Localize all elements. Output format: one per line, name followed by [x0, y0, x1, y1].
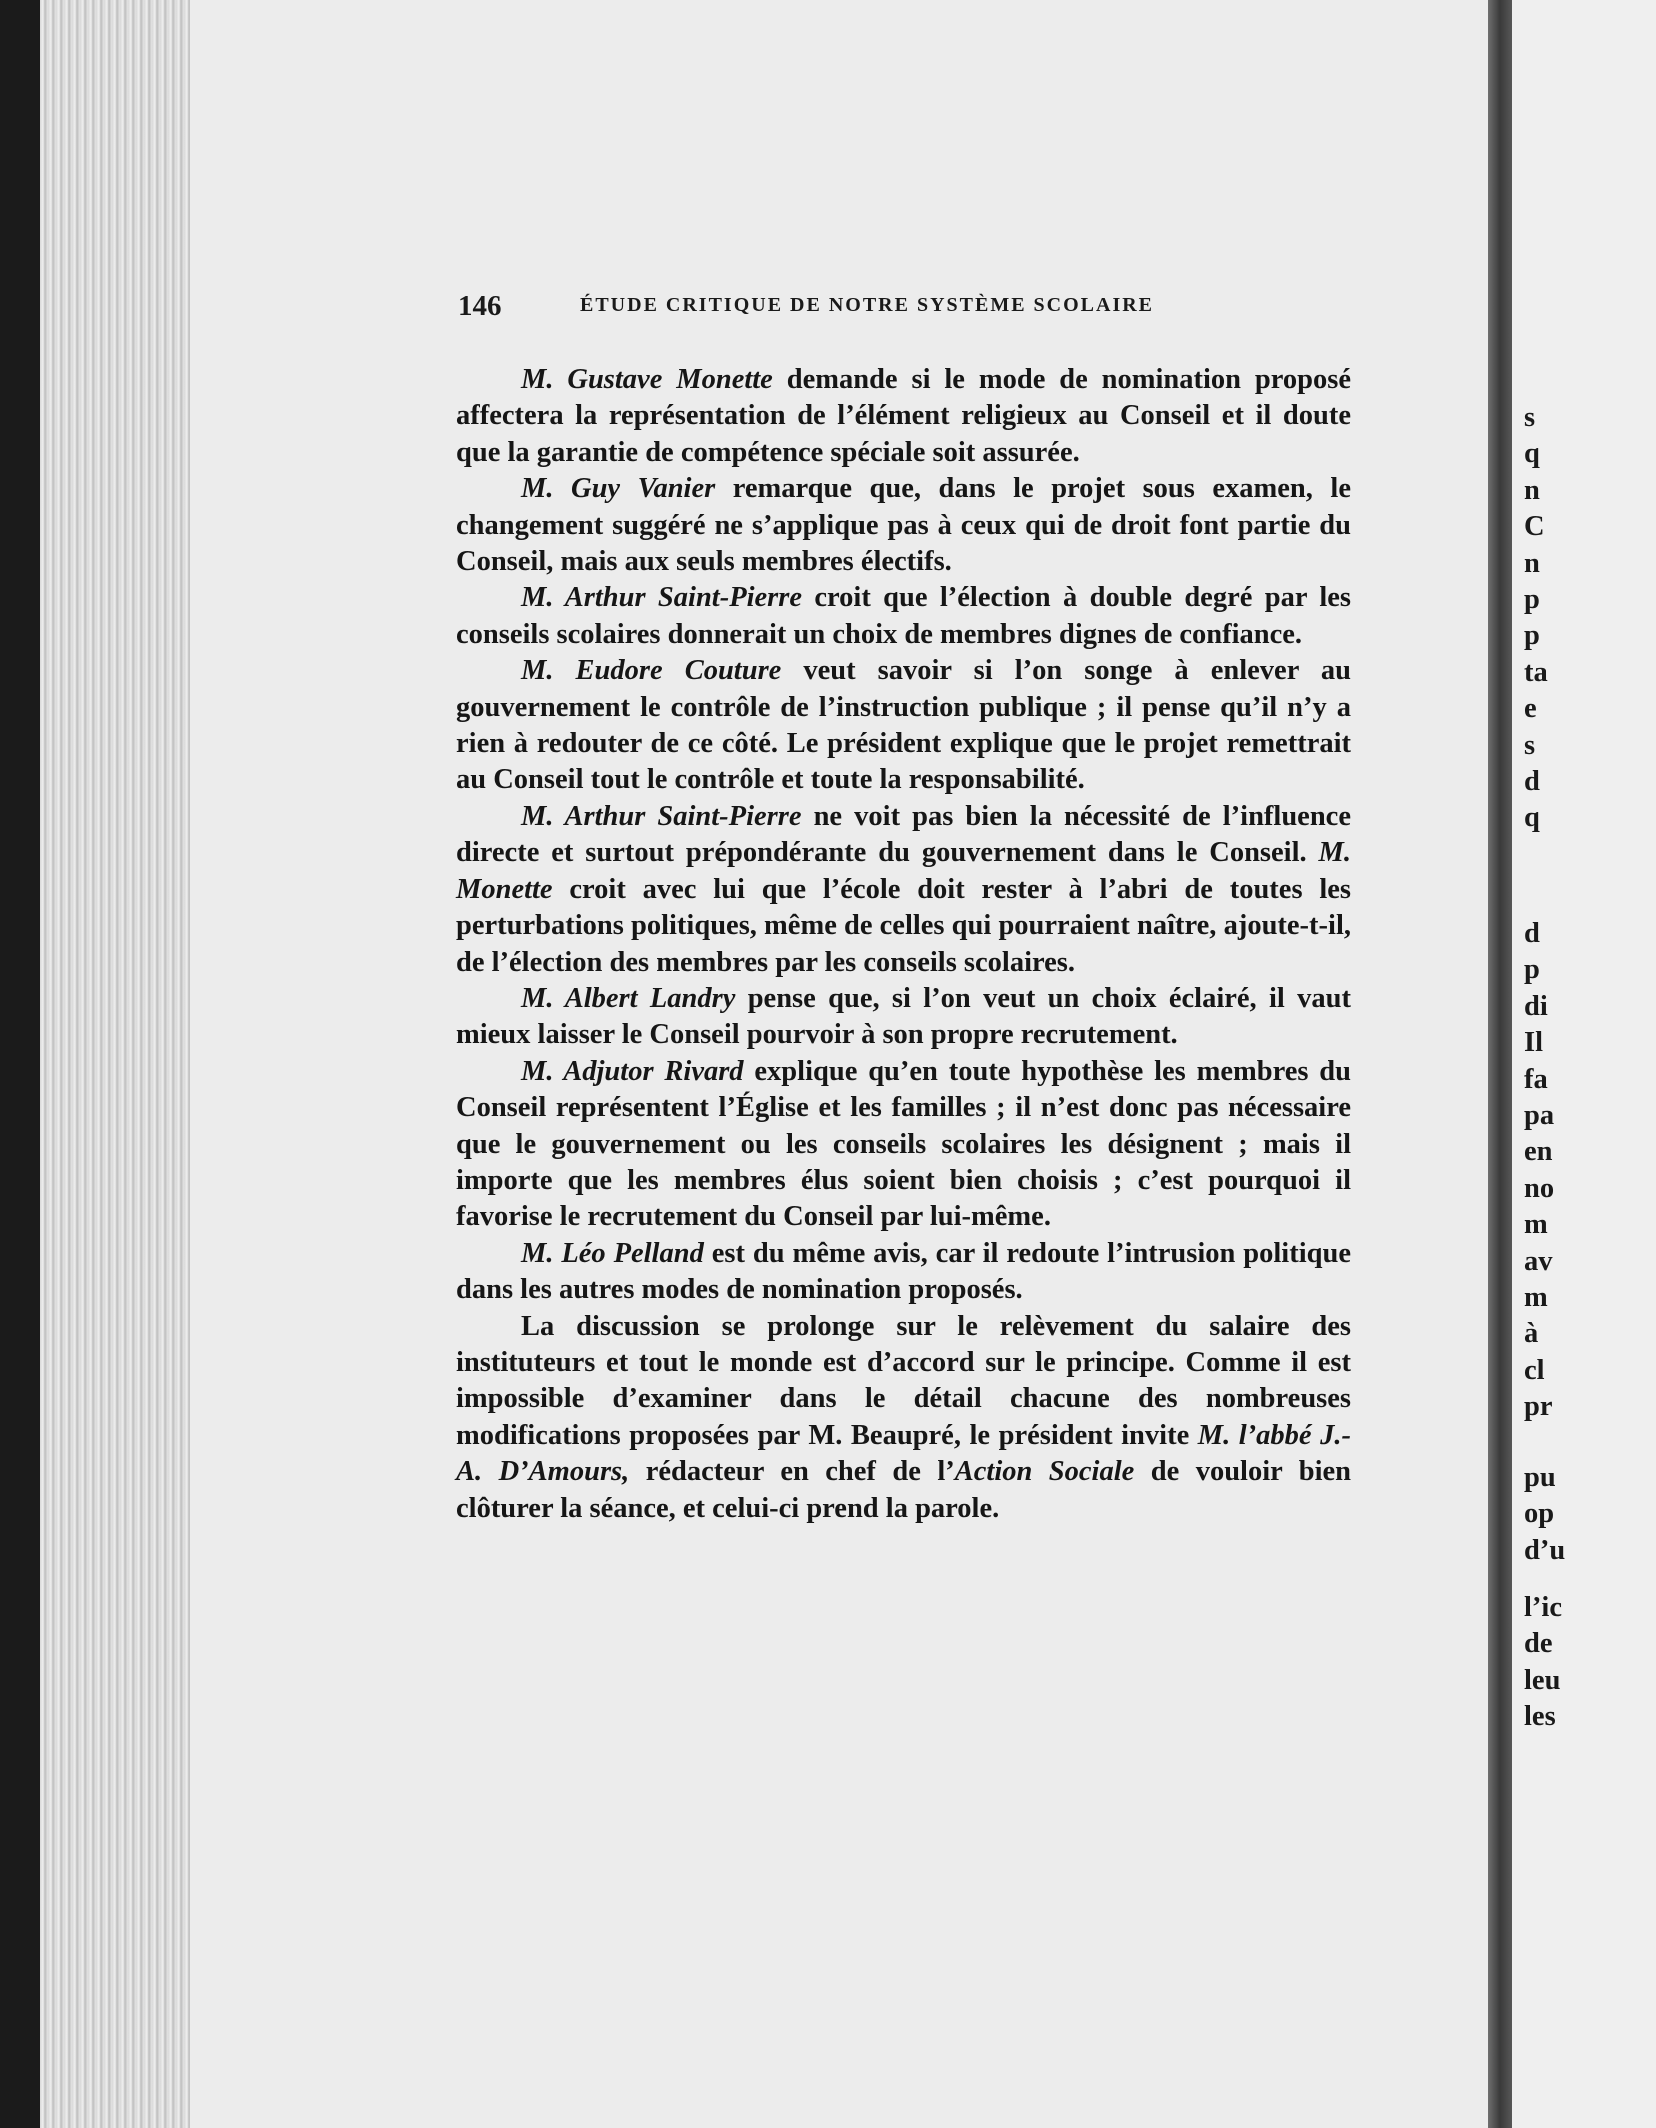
facing-page-fragment: d p di Il fa pa en no m av m à cl pr: [1524, 918, 1555, 1423]
italic-run: M. Albert Landry: [521, 982, 736, 1014]
italic-run: M. Léo Pelland: [521, 1237, 704, 1269]
text-run: demande si le mode de nomination proposé affectera la représentation de l’élément religieux au Conseil et il doute que la garantie de compétence spéciale soit assurée.: [456, 364, 1351, 468]
paragraph: [456, 799, 1351, 981]
paragraph: [456, 981, 1351, 1054]
text-run: ne voit pas bien la nécessité de l’influence directe et surtout prépondérante du gouvernement dans le Conseil.: [456, 800, 1351, 869]
paragraph: [456, 653, 1351, 799]
running-title: ÉTUDE CRITIQUE DE NOTRE SYSTÈME SCOLAIRE: [580, 294, 1155, 316]
paragraph: [456, 1309, 1351, 1527]
text-run: croit avec lui que l’école doit rester à l’abri de toutes les perturbations politiques, même de celles qui pourraient naître, ajoute-t-il, de l’élection des membres par les conseils scolaires.: [456, 873, 1351, 978]
italic-run: Action Sociale: [954, 1456, 1135, 1488]
italic-run: M. Guy Vanier: [521, 473, 716, 505]
paragraph: [456, 1054, 1351, 1236]
text-run: La discussion se prolonge sur le relèvement du salaire des instituteurs et tout le monde est d’accord sur le principe. Comme il est impossible d’examiner dans le détail chacune des nombreuses modifications proposées par M. Beaupré, le président invite: [456, 1310, 1351, 1451]
paragraph: [456, 362, 1351, 471]
italic-run: M. Gustave Monette: [521, 364, 773, 395]
book-gutter: [1488, 0, 1512, 2128]
text-run: remarque que, dans le projet sous examen, le changement suggéré ne s’applique pas à ceux qui de droit font partie du Conseil, mais aux seuls membres électifs.: [456, 473, 1351, 578]
text-run: veut savoir si l’on songe à enlever au gouvernement le contrôle de l’instruction publique ; il pense qu’il n’y a rien à redouter de ce côté. Le président explique que le projet remettrait au Conseil tout le contrôle et toute la responsabilité.: [456, 655, 1351, 796]
page-header: [458, 290, 1358, 330]
paragraph: [456, 580, 1351, 653]
text-run: croit que l’élection à double degré par les conseils scolaires donnerait un choix de membres dignes de confiance.: [456, 582, 1351, 650]
italic-run: M. Monette: [456, 837, 1351, 905]
text-run: pense que, si l’on veut un choix éclairé, il vaut mieux laisser le Conseil pourvoir à son propre recrutement.: [456, 982, 1351, 1051]
italic-run: M. Eudore Couture: [521, 655, 782, 687]
paragraph: [456, 471, 1351, 580]
italic-run: M. Arthur Saint-Pierre: [521, 582, 803, 614]
paragraph: [456, 1236, 1351, 1309]
italic-run: M. Arthur Saint-Pierre: [521, 800, 802, 832]
text-run: de vouloir bien clôturer la séance, et celui-ci prend la parole.: [456, 1456, 1351, 1524]
page-number: 146: [458, 290, 502, 322]
body-text: [456, 362, 1351, 1527]
facing-page-fragment: pu op d’u: [1524, 1462, 1566, 1566]
italic-run: M. l’abbé J.-A. D’Amours,: [456, 1419, 1351, 1488]
italic-run: M. Adjutor Rivard: [521, 1055, 744, 1087]
text-run: rédacteur en chef de l’: [629, 1456, 955, 1488]
facing-page: [1512, 0, 1656, 2128]
facing-page-fragment: s q n C n p p ta e s d q: [1524, 402, 1548, 834]
text-run: explique qu’en toute hypothèse les membres du Conseil représentent l’Église et les familles ; il n’est donc pas nécessaire que le gouvernement ou les conseils scolaires les désignent ; mais il importe que les membres élus soient bien choisis ; c’est pourquoi il favorise le recrutement du Conseil par lui-même.: [456, 1055, 1351, 1233]
text-run: est du même avis, car il redoute l’intrusion politique dans les autres modes de nomination proposés.: [456, 1237, 1351, 1306]
page-edges: [40, 0, 200, 2128]
facing-page-fragment: l’ic de leu les: [1524, 1592, 1562, 1733]
